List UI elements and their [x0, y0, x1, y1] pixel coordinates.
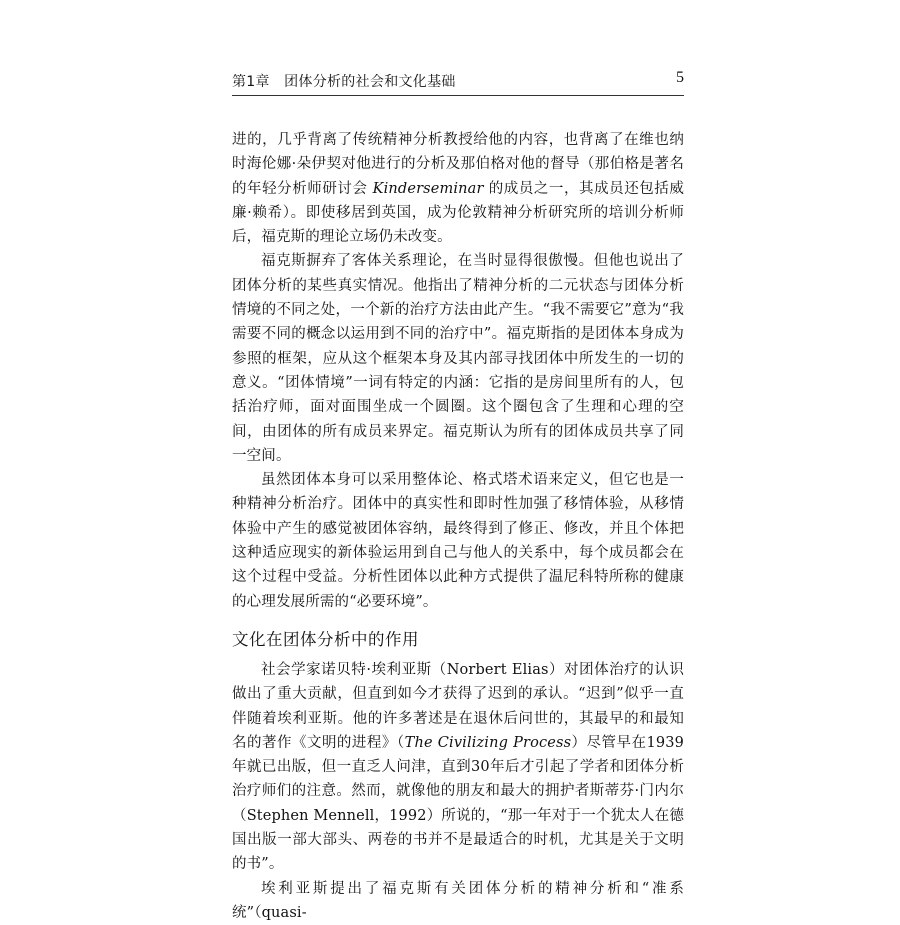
- page-body: [232, 128, 684, 925]
- section-heading: 文化在团体分析中的作用: [232, 629, 419, 649]
- running-header: [232, 71, 684, 93]
- chapter-title: 第1章 团体分析的社会和文化基础: [232, 74, 456, 90]
- paragraph-1: 进的，几乎背离了传统精神分析教授给他的内容，也背离了在维也纳时海伦娜·朵伊契对他进行的分析及那伯格对他的督导（那伯格是著名的年轻分析师研讨会 Kinderseminar 的成员之一，其成员还包括威廉·赖希）。即使移居到英国，成为伦敦精神分析研究所的培训分析师后，福克斯的理论立场仍未改变。: [232, 132, 685, 246]
- header-rule: [232, 95, 684, 96]
- paragraph-2: 福克斯摒弃了客体关系理论，在当时显得很傲慢。但他也说出了团体分析的某些真实情况。他指出了精神分析的二元状态与团体分析情境的不同之处，一个新的治疗方法由此产生。“我不需要它”意为“我需要不同的概念以运用到不同的治疗中”。福克斯指的是团体本身成为参照的框架，应从这个框架本身及其内部寻找团体中所发生的一切的意义。“团体情境”一词有特定的内涵：它指的是房间里所有的人，包括治疗师，面对面围坐成一个圆圈。这个圈包含了生理和心理的空间，由团体的所有成员来界定。福克斯认为所有的团体成员共享了同一空间。: [232, 253, 684, 464]
- paragraph-4: 社会学家诺贝特·埃利亚斯（Norbert Elias）对团体治疗的认识做出了重大贡献，但直到如今才获得了迟到的承认。“迟到”似乎一直伴随着埃利亚斯。他的许多著述是在退休后问世的，其最早的和最知名的著作《文明的进程》（The Civilizing Process）尽管早在1939年就已出版，但一直乏人问津，直到30年后才引起了学者和团体分析治疗师们的注意。然而，就像他的朋友和最大的拥护者斯蒂芬·门内尔（Stephen Mennell，1992）所说的，“那一年对于一个犹太人在德国出版一部大部头、两卷的书并不是最适合的时机，尤其是关于文明的书”。: [232, 661, 684, 873]
- italic-term: Kinderseminar: [372, 180, 484, 197]
- italic-book-title: The Civilizing Process: [404, 734, 572, 751]
- paragraph-3: 虽然团体本身可以采用整体论、格式塔术语来定义，但它也是一种精神分析治疗。团体中的真实性和即时性加强了移情体验，从移情体验中产生的感觉被团体容纳，最终得到了修正、修改，并且个体把这种适应现实的新体验运用到自己与他人的关系中，每个成员都会在这个过程中受益。分析性团体以此种方式提供了温尼科特所称的健康的心理发展所需的“必要环境”。: [232, 472, 684, 610]
- page-number: 5: [676, 69, 684, 86]
- paragraph-5: 埃利亚斯提出了福克斯有关团体分析的精神分析和“准系统”（quasi-: [232, 880, 684, 921]
